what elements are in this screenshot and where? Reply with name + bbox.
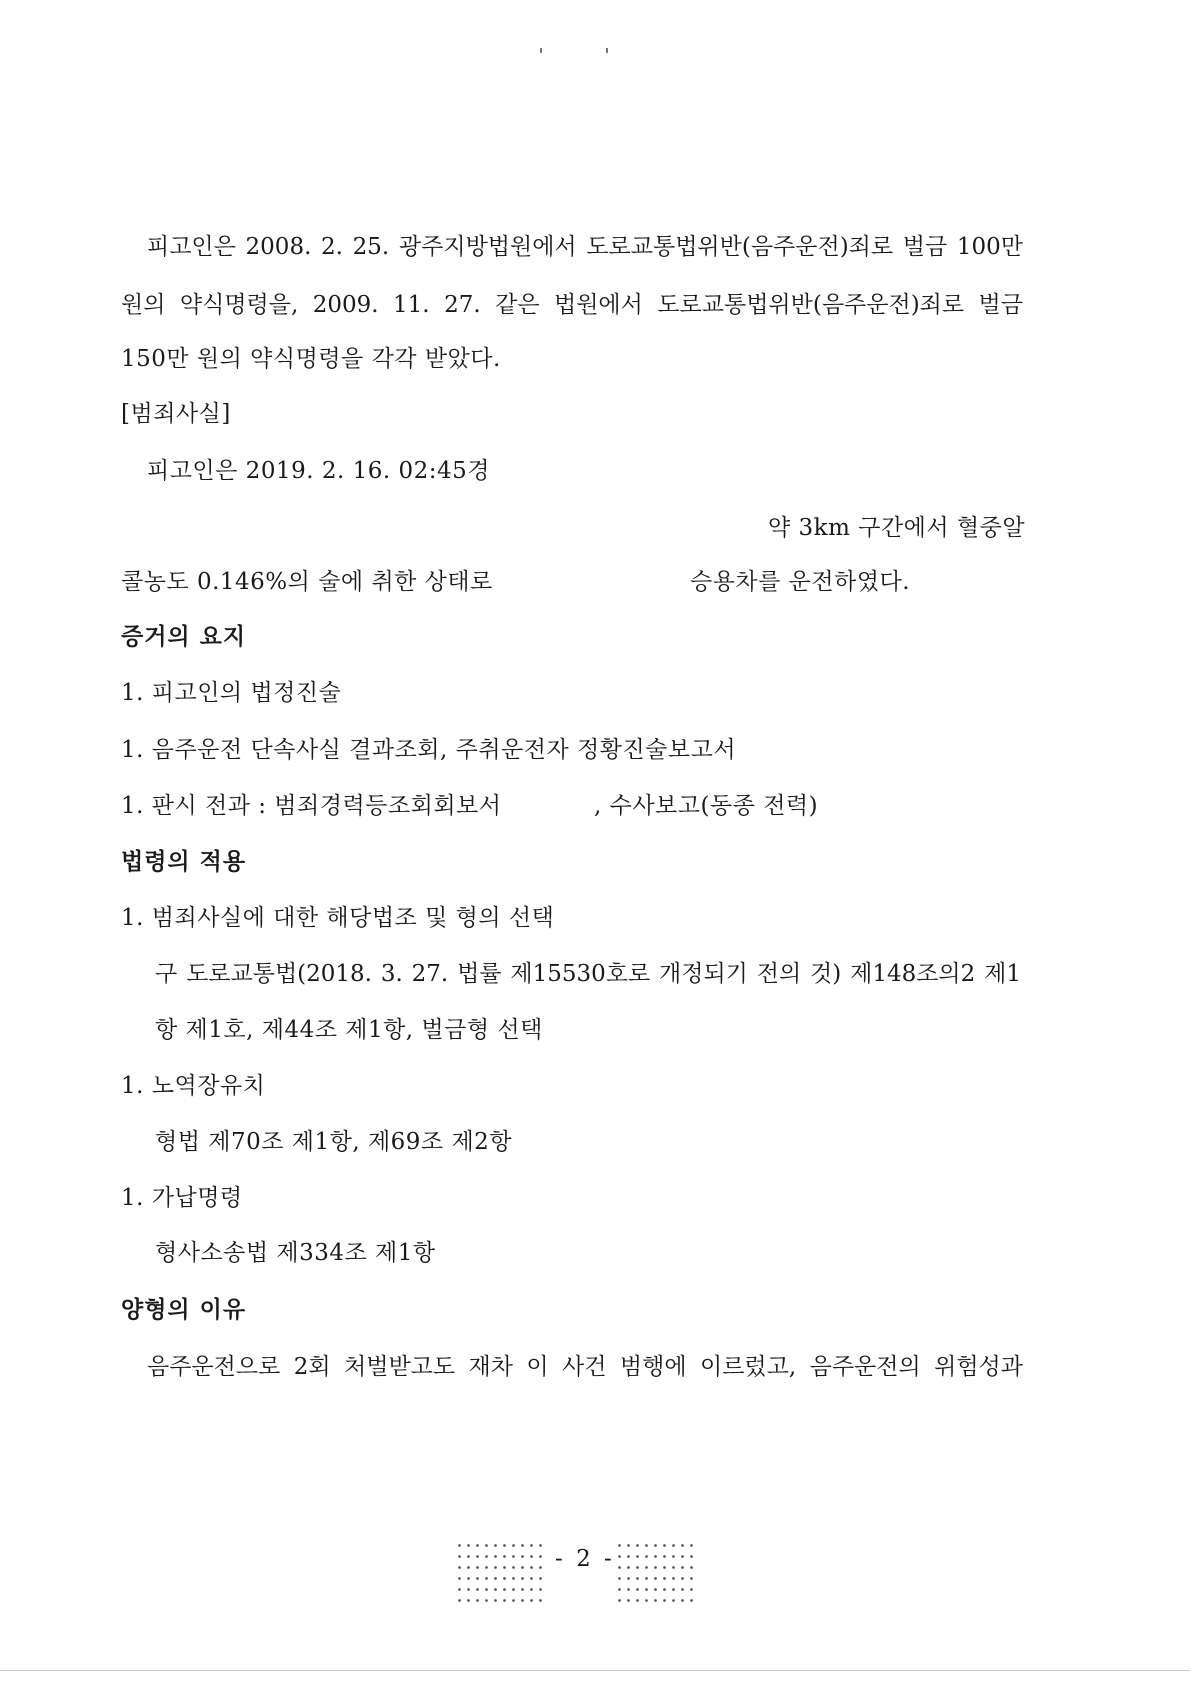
prior-record-line-3: 150만 원의 약식명령을 각각 받았다. xyxy=(121,346,501,372)
scan-mark xyxy=(606,48,608,53)
law-item-1: 1. 범죄사실에 대한 해당법조 및 형의 선택 xyxy=(121,905,555,931)
evidence-item-3-tail: , 수사보고(동종 전력) xyxy=(594,793,819,819)
page-bottom-edge xyxy=(0,1670,1190,1671)
scan-mark xyxy=(540,48,542,53)
law-item-2-detail: 형법 제70조 제1항, 제69조 제2항 xyxy=(155,1129,513,1155)
evidence-heading: 증거의 요지 xyxy=(121,624,247,650)
dot-pattern-right xyxy=(615,1540,695,1604)
prior-record-line-2: 원의 약식명령을, 2009. 11. 27. 같은 법원에서 도로교통법위반(음주운전)죄로 벌금 xyxy=(121,292,1023,318)
page-number: - 2 - xyxy=(555,1546,615,1572)
sentencing-heading: 양형의 이유 xyxy=(121,1297,247,1323)
sentencing-line-1: 음주운전으로 2회 처벌받고도 재차 이 사건 범행에 이르렀고, 음주운전의 위험성과 xyxy=(147,1354,1023,1380)
crime-facts-line-3a: 콜농도 0.146%의 술에 취한 상태로 xyxy=(121,569,493,595)
law-item-2: 1. 노역장유치 xyxy=(121,1073,266,1099)
crime-facts-line-1: 피고인은 2019. 2. 16. 02:45경 xyxy=(147,458,490,484)
law-heading: 법령의 적용 xyxy=(121,849,247,875)
prior-record-line-1: 피고인은 2008. 2. 25. 광주지방법원에서 도로교통법위반(음주운전)죄로 벌금 100만 xyxy=(147,234,1023,260)
crime-facts-line-3b: 승용차를 운전하였다. xyxy=(690,569,911,595)
law-item-3: 1. 가납명령 xyxy=(121,1185,243,1211)
law-item-3-detail: 형사소송법 제334조 제1항 xyxy=(155,1240,436,1266)
law-item-1-detail-1: 구 도로교통법(2018. 3. 27. 법률 제15530호로 개정되기 전의 것) 제148조의2 제1 xyxy=(155,961,1021,987)
evidence-item-1: 1. 피고인의 법정진술 xyxy=(121,680,342,706)
evidence-item-3: 1. 판시 전과 : 범죄경력등조회회보서 xyxy=(121,793,502,819)
crime-facts-line-2: 약 3km 구간에서 혈중알 xyxy=(768,515,1026,541)
crime-facts-heading: [범죄사실] xyxy=(121,401,231,427)
page-footer xyxy=(455,1540,695,1604)
dot-pattern-left xyxy=(455,1540,545,1604)
law-item-1-detail-2: 항 제1호, 제44조 제1항, 벌금형 선택 xyxy=(155,1017,543,1043)
evidence-item-2: 1. 음주운전 단속사실 결과조회, 주취운전자 정황진술보고서 xyxy=(121,737,737,763)
